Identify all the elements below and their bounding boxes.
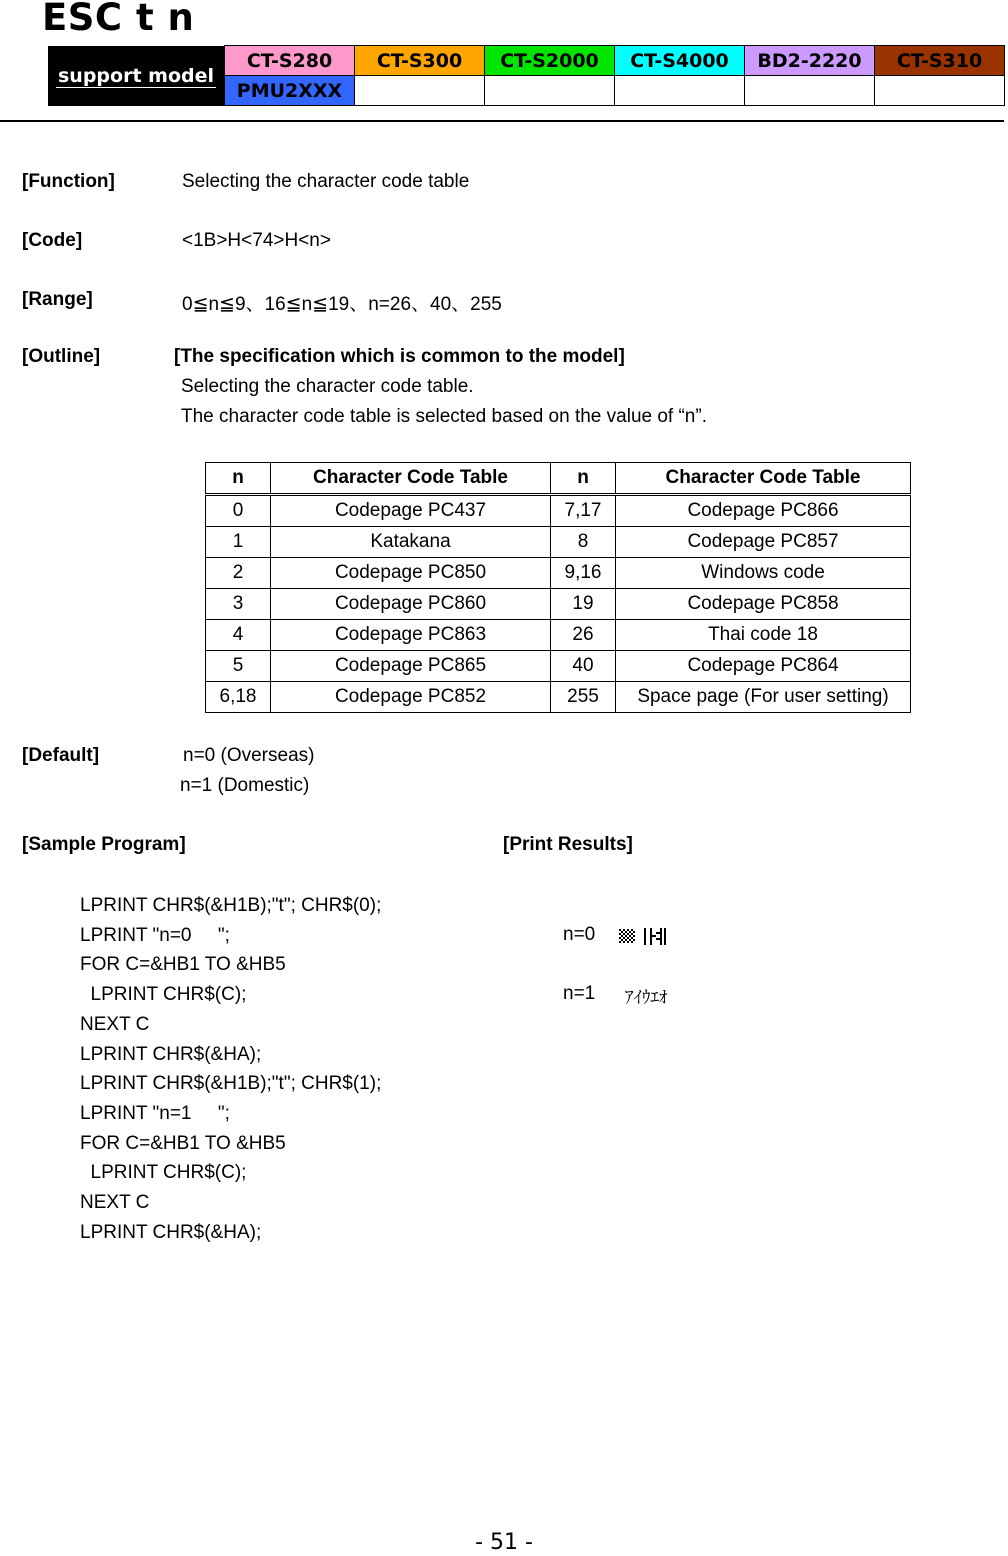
code-table-cell: Codepage PC865 bbox=[271, 651, 551, 682]
result-n1-chars: ｱｲｳｴｵ bbox=[625, 988, 668, 1008]
code-table-row bbox=[206, 620, 911, 651]
support-model-table bbox=[224, 45, 1005, 106]
code-table-cell: 8 bbox=[551, 527, 616, 558]
code-label: [Code] bbox=[22, 230, 83, 251]
code-table-cell: Codepage PC866 bbox=[616, 495, 911, 527]
model-cell: CT-S300 bbox=[355, 46, 485, 76]
code-table-row bbox=[206, 558, 911, 589]
sample-program-label: [Sample Program] bbox=[22, 834, 186, 855]
code-table-cell: Codepage PC863 bbox=[271, 620, 551, 651]
code-line: LPRINT CHR$(C); bbox=[80, 1162, 247, 1184]
models-row-2 bbox=[225, 76, 1005, 106]
header-n-1: n bbox=[206, 463, 271, 495]
support-model-label: support model bbox=[48, 46, 224, 106]
models-row-1 bbox=[225, 46, 1005, 76]
code-line: FOR C=&HB1 TO &HB5 bbox=[80, 1132, 286, 1154]
header-table-2: Character Code Table bbox=[616, 463, 911, 495]
code-text: <1B>H<74>H<n> bbox=[182, 230, 331, 251]
header-n-2: n bbox=[551, 463, 616, 495]
page-number: - 51 - bbox=[475, 1530, 533, 1555]
model-cell: CT-S4000 bbox=[615, 46, 745, 76]
model-cell-empty bbox=[485, 76, 615, 106]
code-table-cell: Codepage PC437 bbox=[271, 495, 551, 527]
code-table-cell: Codepage PC850 bbox=[271, 558, 551, 589]
code-table-row bbox=[206, 495, 911, 527]
code-table-cell: 1 bbox=[206, 527, 271, 558]
code-table-cell: 2 bbox=[206, 558, 271, 589]
code-table-cell: Codepage PC852 bbox=[271, 682, 551, 713]
code-table-cell: Thai code 18 bbox=[616, 620, 911, 651]
code-line: NEXT C bbox=[80, 1192, 150, 1214]
code-table-header bbox=[206, 463, 911, 495]
function-text: Selecting the character code table bbox=[182, 171, 470, 192]
code-line: LPRINT CHR$(C); bbox=[80, 984, 247, 1006]
model-cell-empty bbox=[615, 76, 745, 106]
code-table-cell: Codepage PC858 bbox=[616, 589, 911, 620]
result-n0-label: n=0 bbox=[563, 924, 596, 945]
code-table-cell: 5 bbox=[206, 651, 271, 682]
code-table bbox=[205, 462, 911, 713]
model-cell: CT-S280 bbox=[225, 46, 355, 76]
model-cell: CT-S310 bbox=[875, 46, 1005, 76]
print-results-label: [Print Results] bbox=[503, 834, 633, 855]
page-title: ESC t n bbox=[42, 0, 195, 39]
code-table-cell: 7,17 bbox=[551, 495, 616, 527]
default-line-2: n=1 (Domestic) bbox=[180, 775, 310, 796]
default-line-1: n=0 (Overseas) bbox=[183, 745, 315, 766]
result-n1-label: n=1 bbox=[563, 983, 596, 1004]
code-table-cell: Space page (For user setting) bbox=[616, 682, 911, 713]
model-cell-empty bbox=[875, 76, 1005, 106]
code-table-cell: Katakana bbox=[271, 527, 551, 558]
code-line: LPRINT "n=0 "; bbox=[80, 924, 230, 946]
outline-line-1: Selecting the character code table. bbox=[181, 376, 474, 397]
header-divider bbox=[0, 120, 1004, 122]
code-table-cell: 0 bbox=[206, 495, 271, 527]
code-table-cell: 3 bbox=[206, 589, 271, 620]
code-table-cell: 26 bbox=[551, 620, 616, 651]
code-table-cell: Windows code bbox=[616, 558, 911, 589]
code-table-cell: 4 bbox=[206, 620, 271, 651]
code-line: LPRINT CHR$(&HA); bbox=[80, 1221, 262, 1243]
model-cell: BD2-2220 bbox=[745, 46, 875, 76]
default-label: [Default] bbox=[22, 745, 100, 766]
code-table-row bbox=[206, 589, 911, 620]
code-table-row bbox=[206, 651, 911, 682]
range-label: [Range] bbox=[22, 289, 93, 310]
code-table-cell: Codepage PC857 bbox=[616, 527, 911, 558]
model-cell: CT-S2000 bbox=[485, 46, 615, 76]
code-line: LPRINT CHR$(&H1B);"t"; CHR$(1); bbox=[80, 1073, 382, 1095]
code-line: LPRINT CHR$(&H1B);"t"; CHR$(0); bbox=[80, 895, 382, 916]
code-table-cell: 9,16 bbox=[551, 558, 616, 589]
model-cell-empty bbox=[355, 76, 485, 106]
code-table-cell: 40 bbox=[551, 651, 616, 682]
header-table-1: Character Code Table bbox=[271, 463, 551, 495]
outline-label: [Outline] bbox=[22, 346, 101, 367]
code-table-row bbox=[206, 682, 911, 713]
code-table-row bbox=[206, 527, 911, 558]
code-line: LPRINT "n=1 "; bbox=[80, 1102, 230, 1124]
code-line: FOR C=&HB1 TO &HB5 bbox=[80, 954, 286, 976]
range-text: 0≦n≦9、16≦n≦19、n=26、40、255 bbox=[182, 294, 502, 315]
code-line: LPRINT CHR$(&HA); bbox=[80, 1043, 262, 1065]
model-cell-empty bbox=[745, 76, 875, 106]
result-n0-glyphs bbox=[617, 925, 671, 947]
sample-program-code bbox=[80, 891, 381, 1247]
code-table-cell: 255 bbox=[551, 682, 616, 713]
code-table-cell: Codepage PC860 bbox=[271, 589, 551, 620]
code-table-cell: 6,18 bbox=[206, 682, 271, 713]
code-table-cell: 19 bbox=[551, 589, 616, 620]
code-table-cell: Codepage PC864 bbox=[616, 651, 911, 682]
model-cell: PMU2XXX bbox=[225, 76, 355, 106]
function-label: [Function] bbox=[22, 171, 115, 192]
code-line: NEXT C bbox=[80, 1013, 150, 1035]
outline-heading: [The specification which is common to the model] bbox=[174, 346, 625, 367]
outline-line-2: The character code table is selected based on the value of “n”. bbox=[181, 406, 707, 427]
